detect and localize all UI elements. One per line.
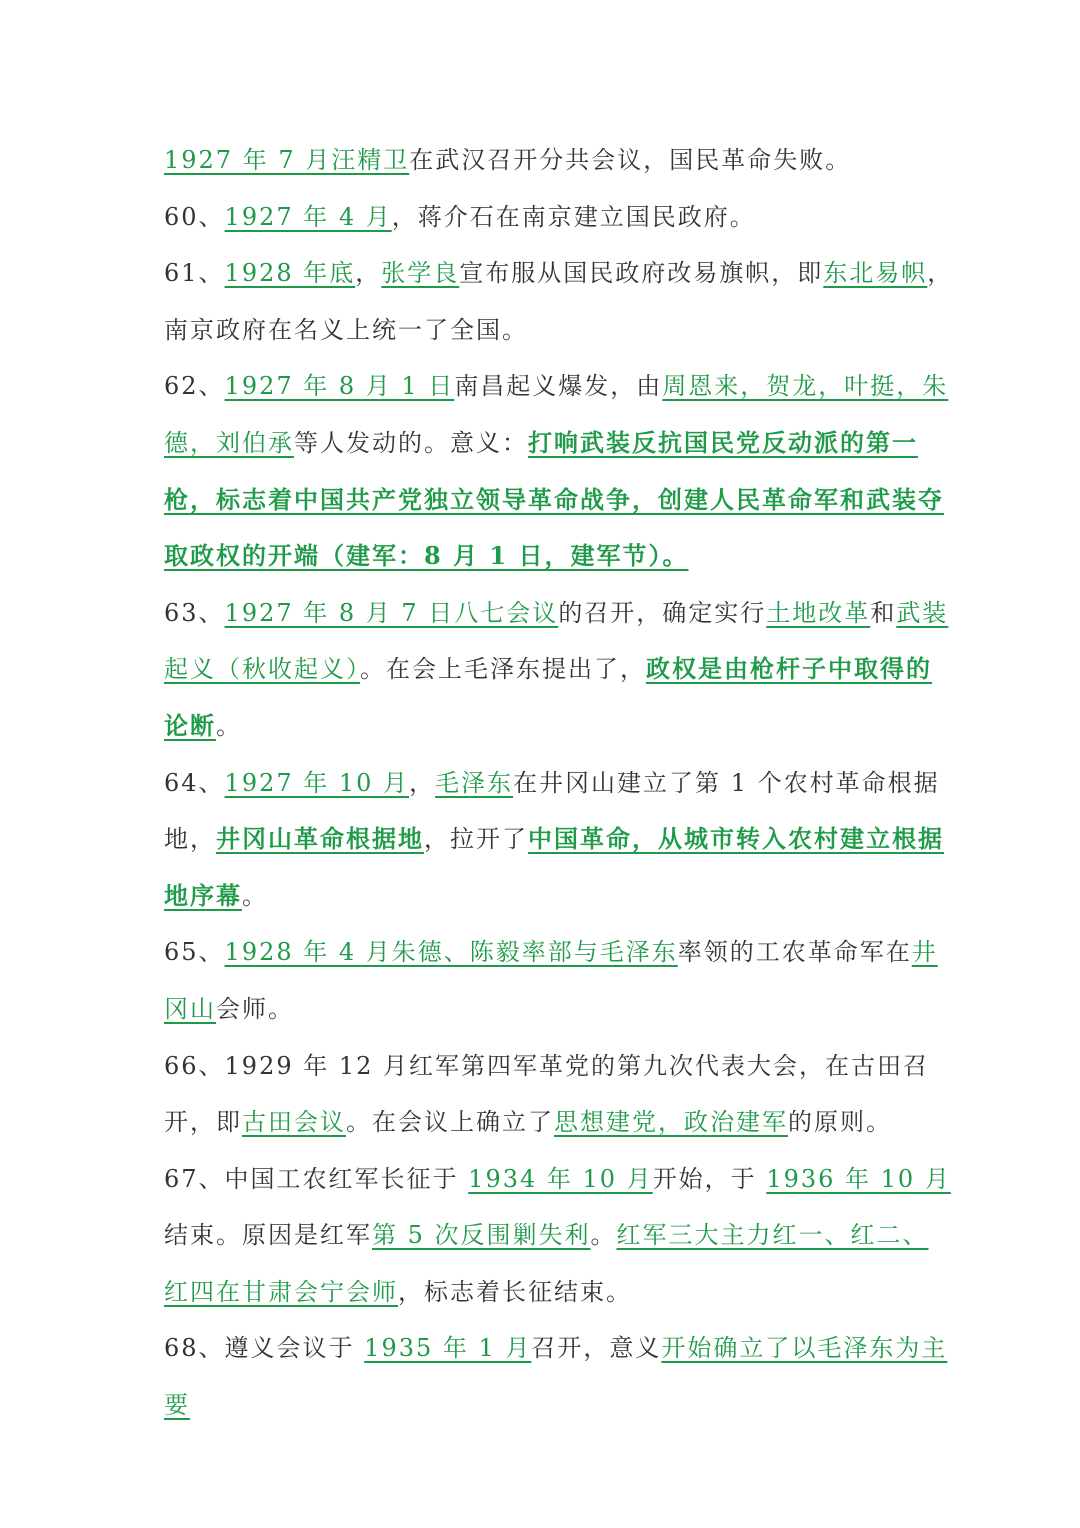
body-text: ，拉开了 xyxy=(424,825,528,854)
body-text: 南昌起义爆发，由 xyxy=(454,372,663,401)
body-text: 等人发动的。意义： xyxy=(294,428,528,457)
highlighted-keyterm: 思想建党，政治建军 xyxy=(554,1108,788,1137)
body-text: 在井冈山建立了第 1 个农村革命根据地， xyxy=(164,768,940,854)
body-text: ，标志着长征结束。 xyxy=(398,1277,632,1306)
body-text: 宣布服从国民政府改易旗帜，即 xyxy=(459,259,824,288)
body-text: ， xyxy=(355,259,382,288)
paragraph-p62 xyxy=(164,358,954,584)
highlighted-keyterm: 1935 年 1 月 xyxy=(364,1334,532,1363)
body-text: 60、 xyxy=(164,202,225,231)
body-text: 会师。 xyxy=(216,994,294,1023)
highlighted-keyterm: 1936 年 10 月 xyxy=(766,1164,951,1193)
paragraph-p59-tail xyxy=(164,132,954,189)
history-notes-text xyxy=(164,132,954,1434)
highlighted-keyterm: 开始确立了以毛泽东为主要 xyxy=(164,1334,948,1420)
paragraph-p64 xyxy=(164,755,954,925)
highlighted-keyterm: 中国革命，从城市转入农村建立根据地序幕 xyxy=(164,824,944,910)
highlighted-keyterm: 第 5 次反围剿失利 xyxy=(372,1221,591,1250)
highlighted-keyterm: 1927 年 7 月汪精卫 xyxy=(164,146,410,174)
body-text: 的原则。 xyxy=(788,1108,892,1137)
body-text: 。 xyxy=(216,711,242,740)
paragraph-p61 xyxy=(164,245,954,358)
body-text: ， xyxy=(409,768,436,797)
body-text: ，南京政府在名义上统一了全国。 xyxy=(164,259,954,344)
highlighted-keyterm: 1927 年 8 月 1 日 xyxy=(224,372,455,401)
highlighted-keyterm: 1928 年 4 月朱德、陈毅率部与毛泽东 xyxy=(224,938,678,967)
body-text: 。 xyxy=(242,881,268,910)
highlighted-keyterm: 1927 年 8 月 7 日八七会议 xyxy=(224,598,559,627)
highlighted-keyterm: 1928 年底 xyxy=(224,259,356,288)
paragraph-p60 xyxy=(164,189,954,246)
body-text: 。在会议上确立了 xyxy=(346,1108,554,1137)
highlighted-keyterm: 红军三大主力红一、红二、红四在甘肃会宁会师 xyxy=(164,1221,929,1306)
highlighted-keyterm: 井冈山革命根据地 xyxy=(216,824,424,854)
body-text: ，蒋介石在南京建立国民政府。 xyxy=(391,202,756,231)
highlighted-keyterm: 毛泽东 xyxy=(435,768,514,797)
body-text: 率领的工农革命军在 xyxy=(677,938,912,967)
highlighted-keyterm: 古田会议 xyxy=(242,1108,346,1137)
body-text: 66、1929 年 12 月红军第四军革党的第九次代表大会，在古田召开，即 xyxy=(164,1051,930,1137)
highlighted-keyterm: 打响武装反抗国民党反动派的第一枪，标志着中国共产党独立领导革命战争，创建人民革命军和武装夺取政权的开端（建军：8 月 1 日，建军节）。 xyxy=(164,427,944,571)
paragraph-p68 xyxy=(164,1320,954,1433)
paragraph-p65 xyxy=(164,924,954,1037)
highlighted-keyterm: 周恩来，贺龙，叶挺，朱德，刘伯承 xyxy=(164,372,949,457)
highlighted-keyterm: 1927 年 10 月 xyxy=(224,768,410,797)
body-text: 开始，于 xyxy=(652,1164,767,1193)
highlighted-keyterm: 武装起义（秋收起义） xyxy=(164,598,949,684)
body-text: 62、 xyxy=(164,372,225,401)
highlighted-keyterm: 1934 年 10 月 xyxy=(468,1164,653,1193)
highlighted-keyterm: 1927 年 4 月 xyxy=(224,202,392,231)
highlighted-keyterm: 东北易帜 xyxy=(823,259,928,288)
body-text: 。在会上毛泽东提出了， xyxy=(360,655,646,684)
highlighted-keyterm: 张学良 xyxy=(381,259,460,288)
paragraph-p63 xyxy=(164,585,954,755)
body-text: 64、 xyxy=(164,768,225,797)
paragraph-p67 xyxy=(164,1151,954,1321)
paragraph-p66 xyxy=(164,1038,954,1151)
body-text: 在武汉召开分共会议，国民革命失败。 xyxy=(409,146,852,174)
body-text: 63、 xyxy=(164,598,225,627)
body-text: 。 xyxy=(590,1221,617,1250)
body-text: 结束。原因是红军 xyxy=(164,1221,372,1250)
body-text: 召开，意义 xyxy=(531,1334,662,1363)
body-text: 的召开，确定实行 xyxy=(558,598,767,627)
highlighted-keyterm: 政权是由枪杆子中取得的论断 xyxy=(164,654,932,740)
highlighted-keyterm: 井冈山 xyxy=(164,938,938,1023)
body-text: 和 xyxy=(870,598,897,627)
highlighted-keyterm: 土地改革 xyxy=(766,598,871,627)
body-text: 68、遵义会议于 xyxy=(164,1334,365,1363)
body-text: 61、 xyxy=(164,259,225,288)
body-text: 67、中国工农红军长征于 xyxy=(164,1164,469,1193)
body-text: 65、 xyxy=(164,938,225,967)
